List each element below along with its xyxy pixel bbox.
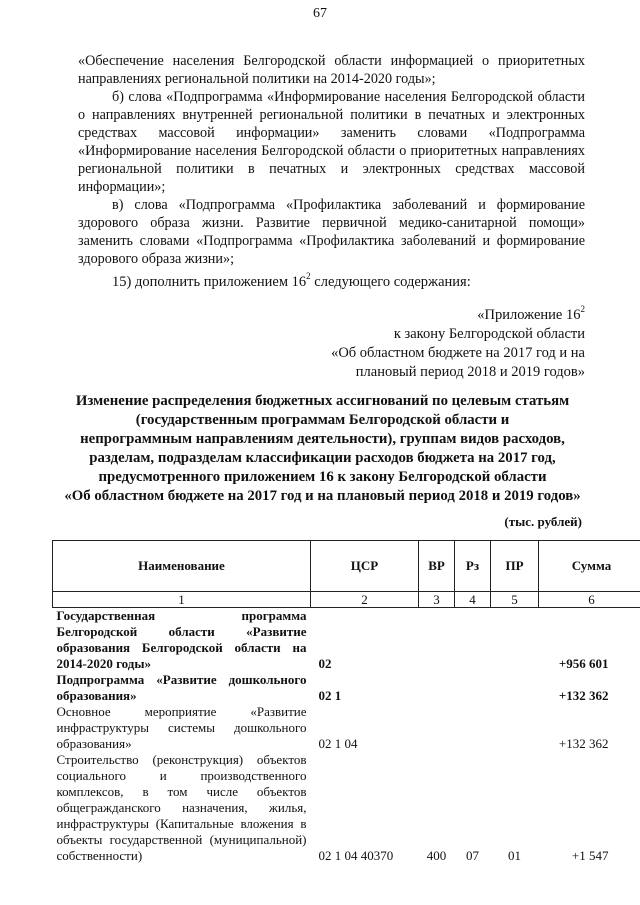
row-vr: 400 [426, 848, 447, 863]
paragraph-b: б) слова «Подпрограмма «Информирование населения Белгородской области о направлениях внутренней региональной политики в печатных и электронных средствах массовой информации» заменить словами «Подпрограмма «Информирование населения Белгородской области о приоритетных направлениях региональной политики в печатных и электронных средствах массовой информации»; [78, 89, 585, 195]
row-pr [491, 608, 539, 673]
row-rz: 07 [466, 848, 479, 863]
row-vr [419, 608, 455, 673]
row-rz [455, 672, 491, 704]
row-name: Строительство (реконструкция) объектов социального и производственного комплексов, в том числе объектов общегражданского назначения, жилья, инфраструктуры (Капитальные вложения в объекты государственной (муниципальной) собственности) [56, 752, 307, 863]
row-name: Государственная программа Белгородской области «Развитие образования Белгородской области на 2014-2020 годы» [56, 608, 307, 671]
table-row [53, 752, 640, 864]
row-csr: 02 1 04 [318, 736, 358, 751]
title-line: непрограммным направлениям деятельности), группам видов расходов, [80, 431, 565, 447]
column-number: 2 [311, 592, 419, 608]
header-vr: ВР [419, 541, 455, 592]
title-line: «Об областном бюджете на 2017 год и на плановый период 2018 и 2019 годов» [64, 488, 581, 504]
row-csr: 02 [318, 656, 332, 671]
header-sum: Сумма [539, 541, 640, 592]
item-15-sup: 2 [306, 271, 311, 281]
units-label: (тыс. рублей) [504, 514, 582, 529]
row-pr [491, 672, 539, 704]
row-rz [455, 608, 491, 673]
document-title [40, 392, 605, 506]
row-sum: +132 362 [558, 688, 609, 703]
row-name: Основное мероприятие «Развитие инфраструктуры системы дошкольного образования» [56, 704, 307, 751]
header-rz: Рз [455, 541, 491, 592]
item-15-text: 15) дополнить приложением 16 [112, 274, 307, 290]
appendix-sup: 2 [580, 304, 585, 314]
paragraph-a-continuation: «Обеспечение населения Белгородской области информацией о приоритетных направлениях региональной политики на 2014-2020 годы»; [78, 53, 585, 87]
row-pr [491, 704, 539, 752]
title-line: Изменение распределения бюджетных ассигнований по целевым статьям [75, 393, 570, 409]
row-vr [419, 704, 455, 752]
row-vr [419, 672, 455, 704]
title-line: предусмотренного приложением 16 к закону Белгородской области [98, 469, 547, 485]
title-line: разделам, подразделам классификации расходов бюджета на 2017 год, [89, 450, 556, 466]
item-15 [112, 271, 471, 291]
row-sum: +956 601 [558, 656, 609, 671]
appendix-line-1: «Приложение $16^2$ [477, 304, 585, 323]
column-number: 5 [491, 592, 539, 608]
appendix-reference [331, 306, 585, 382]
header-csr: ЦСР [311, 541, 419, 592]
table-row [53, 672, 640, 704]
header-pr: ПР [491, 541, 539, 592]
row-sum: +1 547 [571, 848, 609, 863]
budget-table [52, 540, 640, 864]
row-csr: 02 1 [318, 688, 342, 703]
column-number: 3 [419, 592, 455, 608]
row-pr: 01 [508, 848, 521, 863]
item-15-suffix: следующего содержания: [310, 274, 471, 290]
paragraph-c: в) слова «Подпрограмма «Профилактика заболеваний и формирование здорового образа жизни. Развитие первичной медико-санитарной помощи» заменить словами «Подпрограмма «Профилактика заболеваний и формирование здорового образа жизни»; [78, 197, 585, 267]
table-row [53, 608, 640, 673]
table-row [53, 704, 640, 752]
row-rz [455, 704, 491, 752]
appendix-line-2: к закону Белгородской области [393, 326, 585, 342]
appendix-line-4: плановый период 2018 и 2019 годов» [355, 364, 585, 380]
column-number: 1 [53, 592, 311, 608]
column-number: 6 [539, 592, 640, 608]
title-line: (государственным программам Белгородской области и [135, 412, 510, 428]
column-number-row [53, 592, 640, 608]
column-number: 4 [455, 592, 491, 608]
row-name: Подпрограмма «Развитие дошкольного образования» [56, 672, 307, 703]
header-name: Наименование [53, 541, 311, 592]
row-csr: 02 1 04 40370 [318, 848, 394, 863]
table-header-row [53, 541, 640, 592]
appendix-line-3: «Об областном бюджете на 2017 год и на [331, 345, 585, 361]
page-number: 67 [313, 6, 327, 21]
row-sum: +132 362 [558, 736, 609, 751]
